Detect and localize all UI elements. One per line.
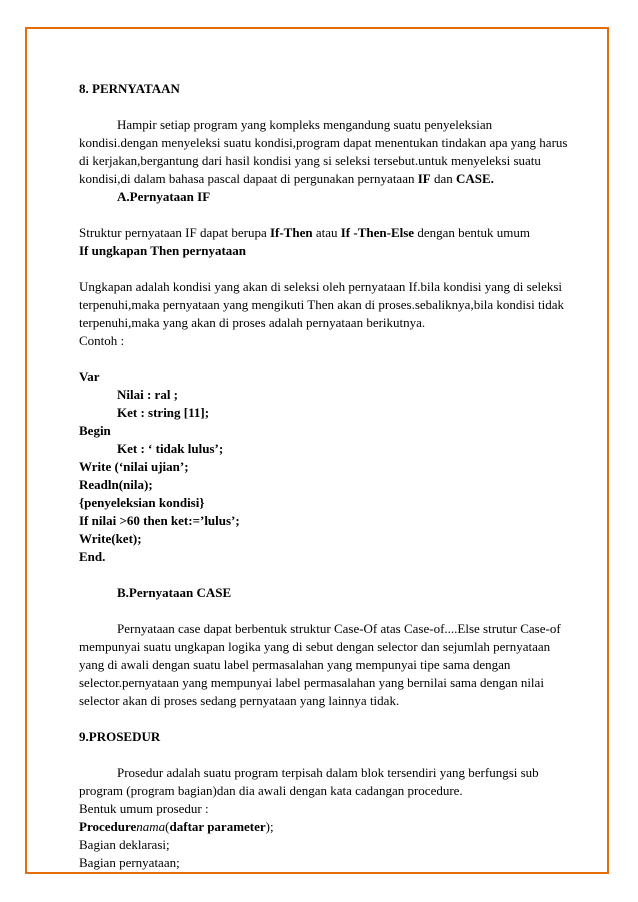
paragraph-line: Bagian pernyataan; — [79, 855, 180, 870]
code-line: End. — [79, 549, 106, 564]
paragraph-line: program (program bagian)dan dia awali dengan kata cadangan procedure. — [79, 783, 463, 798]
paragraph-line: selector.pernyataan yang mempunyai label permasalahan yang bernilai sama dengan nilai — [79, 675, 544, 690]
code-line: Nilai : ral ; — [117, 387, 179, 402]
keyword-if-then-else: If -Then-Else — [340, 225, 415, 240]
general-form: If ungkapan Then pernyataan — [79, 243, 247, 258]
paragraph-line: Prosedur adalah suatu program terpisah dalam blok tersendiri yang berfungsi sub — [117, 765, 539, 780]
text-run: Struktur pernyataan IF dapat berupa — [79, 225, 270, 240]
code-line: Var — [79, 369, 100, 384]
keyword-if: IF — [417, 171, 431, 186]
code-line: Readln(nila); — [79, 477, 153, 492]
subheading-if: A.Pernyataan IF — [117, 189, 211, 204]
code-line: {penyeleksian kondisi} — [79, 495, 205, 510]
text-run: dan — [430, 171, 456, 186]
section-heading-pernyataan: 8. PERNYATAAN — [79, 81, 180, 96]
paragraph-line — [79, 224, 579, 242]
text-run: ); — [265, 819, 274, 834]
paragraph-line: terpenuhi,maka yang akan di proses adalah pernyataan berikutnya. — [79, 315, 426, 330]
section-heading-prosedur: 9.PROSEDUR — [79, 729, 161, 744]
parameter-list: daftar parameter — [169, 819, 266, 834]
keyword-case: CASE. — [456, 171, 494, 186]
paragraph-line — [79, 170, 579, 188]
text-run: atau — [312, 225, 341, 240]
text-run: dengan bentuk umum — [414, 225, 530, 240]
code-line: Begin — [79, 423, 111, 438]
paragraph-line: selector akan di proses sedang pernyataan yang lainnya tidak. — [79, 693, 400, 708]
procedure-syntax — [79, 818, 579, 836]
paragraph-line: Bagian deklarasi; — [79, 837, 170, 852]
paragraph-line: kondisi.dengan menyeleksi suatu kondisi,program dapat menentukan tindakan apa yang harus — [79, 135, 568, 150]
paragraph-line: Pernyataan case dapat berbentuk struktur Case-Of atas Case-of....Else strutur Case-of — [117, 621, 561, 636]
paragraph-line: di kerjakan,bergantung dari hasil kondisi yang si seleksi tersebut.untuk menyeleksi suatu — [79, 153, 541, 168]
code-line: Write (‘nilai ujian’; — [79, 459, 189, 474]
procedure-name: nama — [136, 819, 166, 834]
document-body — [79, 80, 579, 872]
paragraph-line: Hampir setiap program yang kompleks mengandung suatu penyeleksian — [117, 117, 493, 132]
paragraph-line: Ungkapan adalah kondisi yang akan di seleksi oleh pernyataan If.bila kondisi yang di seleksi — [79, 279, 563, 294]
paragraph-line: Bentuk umum prosedur : — [79, 801, 209, 816]
code-line: Ket : ‘ tidak lulus’; — [117, 441, 224, 456]
paragraph-line: mempunyai suatu ungkapan logika yang di sebut dengan selector dan sejumlah pernyataan — [79, 639, 551, 654]
paragraph-line: terpenuhi,maka pernyataan yang mengikuti Then akan di proses.sebaliknya,bila kondisi tidak — [79, 297, 564, 312]
text-run: ( — [165, 819, 170, 834]
subheading-case: B.Pernyataan CASE — [117, 585, 232, 600]
example-label: Contoh : — [79, 333, 125, 348]
code-line: If nilai >60 then ket:=’lulus’; — [79, 513, 240, 528]
code-line: Ket : string [11]; — [117, 405, 210, 420]
keyword-procedure: Procedure — [79, 819, 137, 834]
code-line: Write(ket); — [79, 531, 142, 546]
paragraph-line: yang di awali dengan suatu label permasalahan yang mempunyai tipe sama dengan — [79, 657, 511, 672]
text-run: kondisi,di dalam bahasa pascal dapaat di pergunakan pernyataan — [79, 171, 418, 186]
keyword-if-then: If-Then — [269, 225, 313, 240]
